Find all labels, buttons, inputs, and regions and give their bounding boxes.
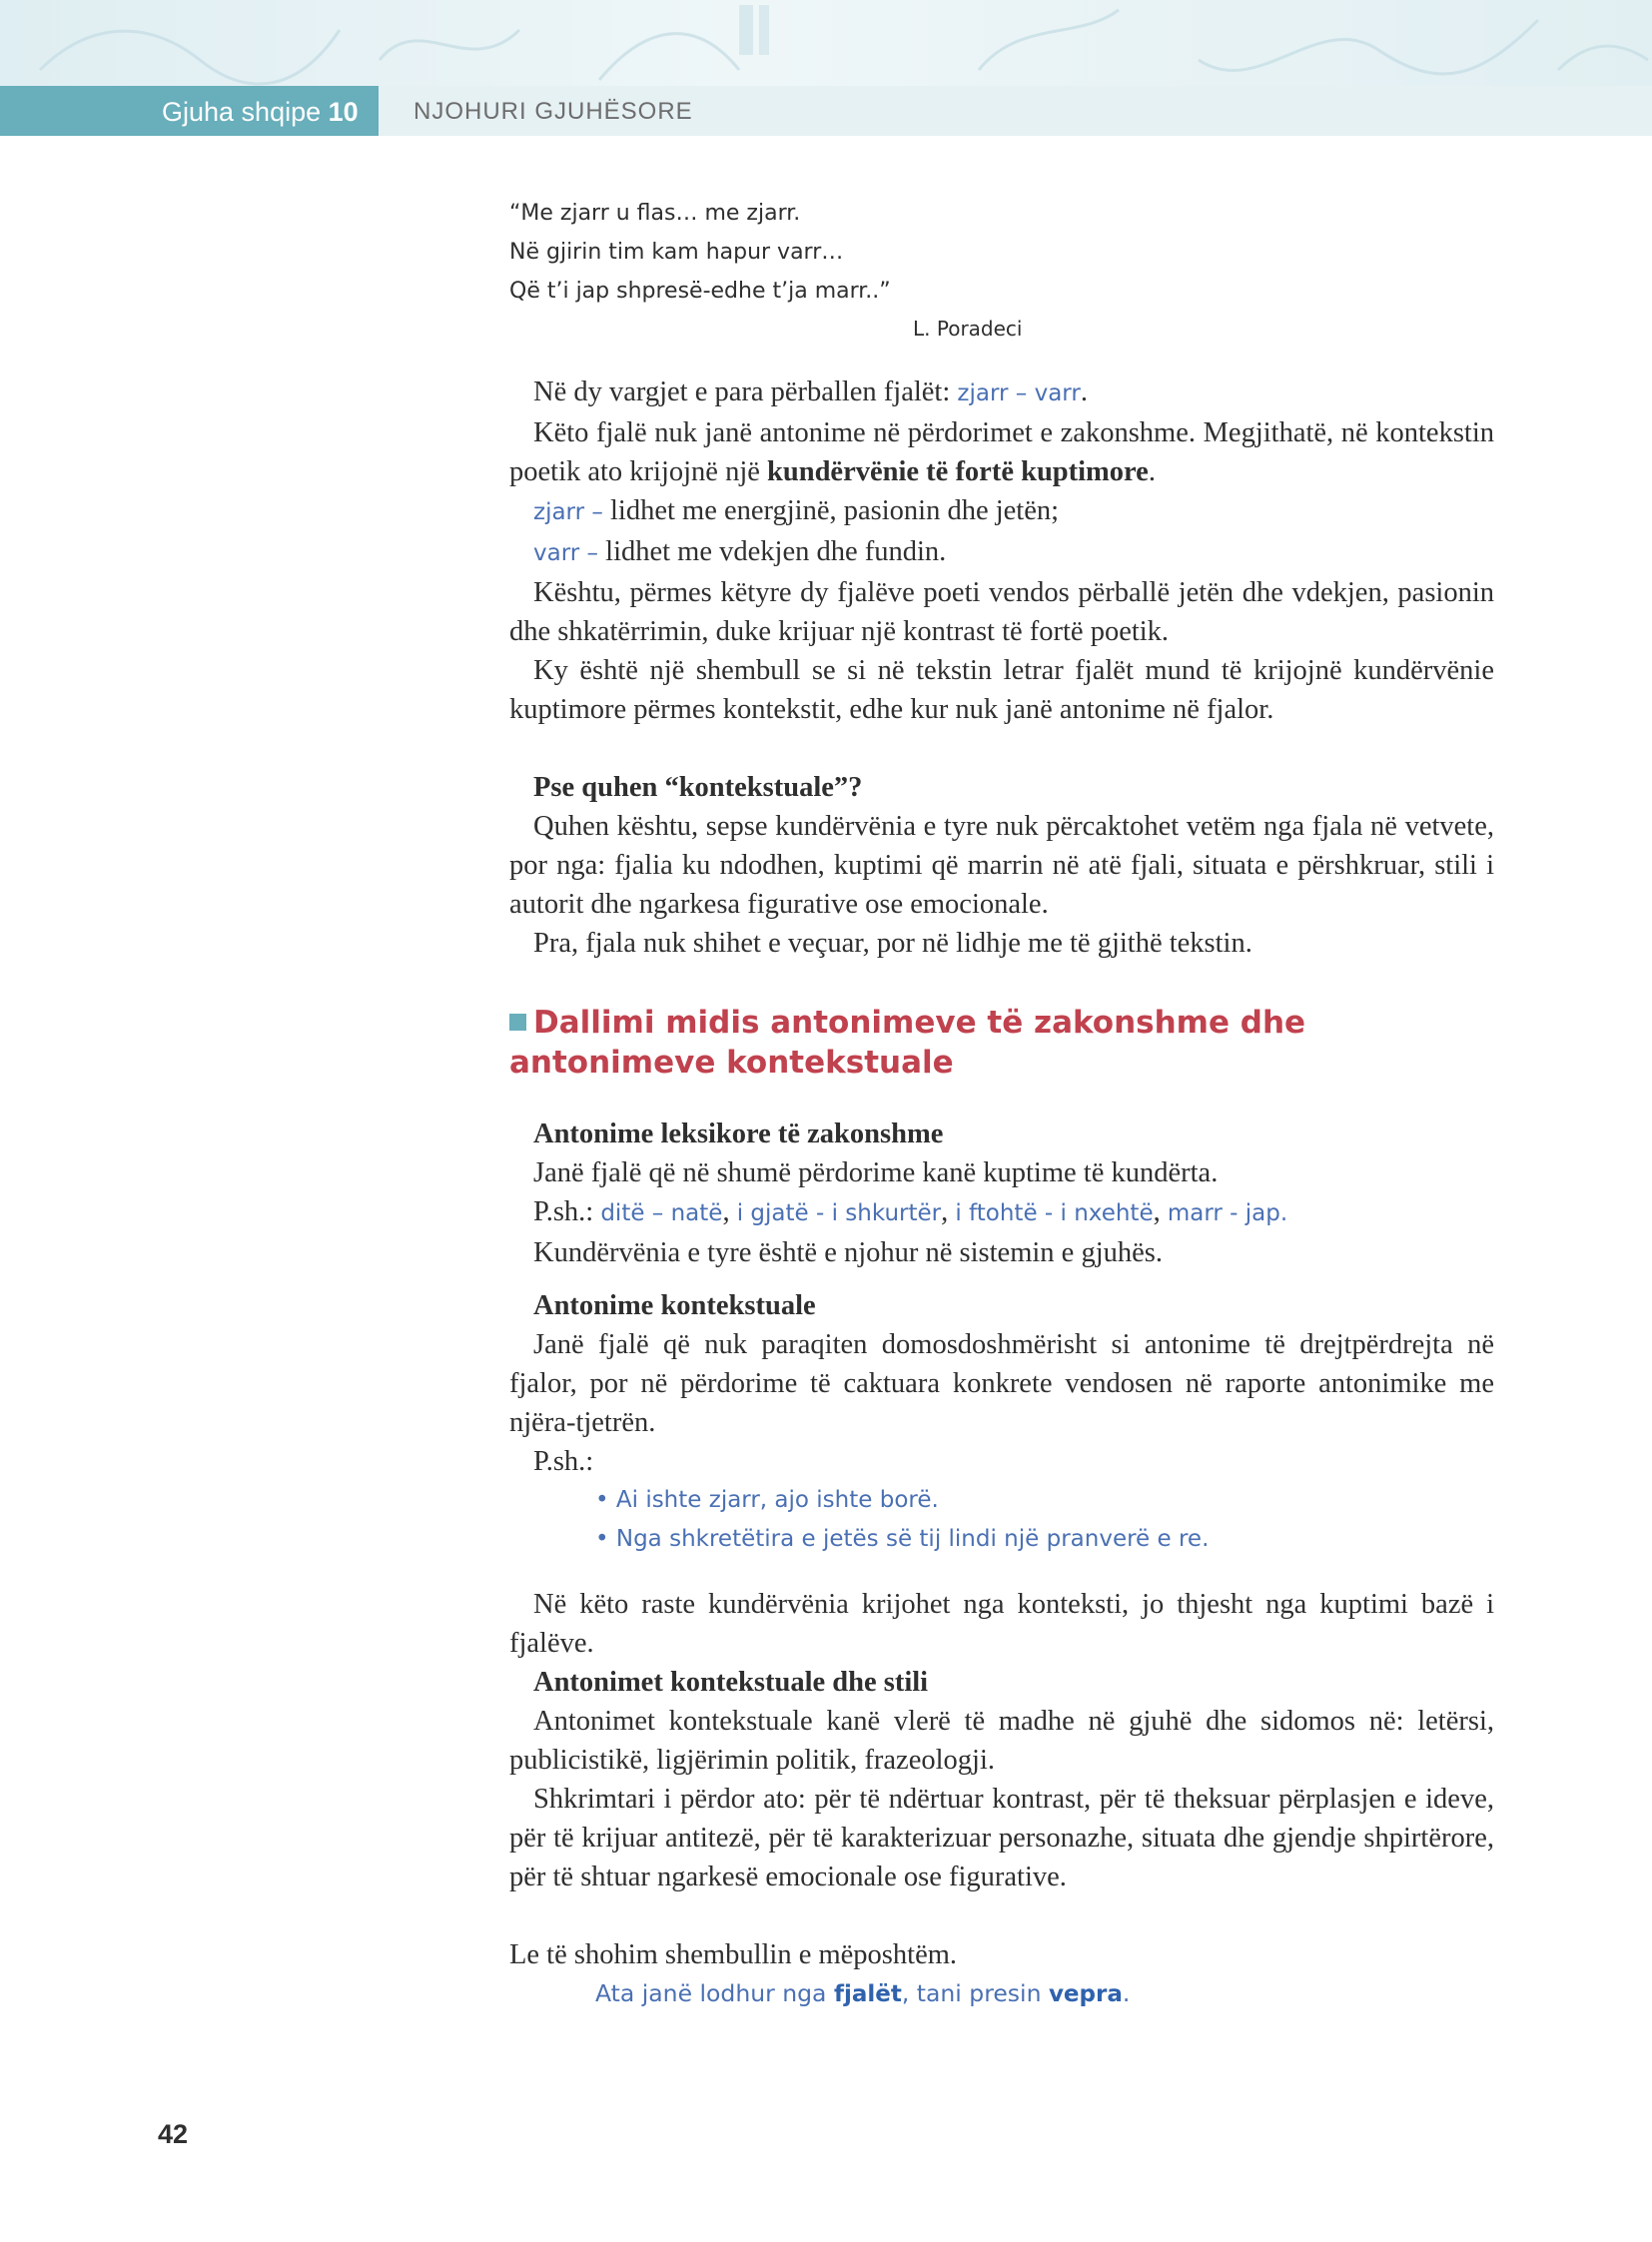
paragraph: Kundërvënia e tyre është e njohur në sistemin e gjuhës. [533,1237,1163,1268]
text: lidhet me vdekjen dhe fundin. [598,536,947,567]
paragraph [509,373,1494,413]
poem-line: Që t’i jap shpresë-edhe t’ja marr..” [509,279,891,304]
paragraph: Janë fjalë që nuk paraqiten domosdoshmërisht si antonime të drejtpërdrejta në fjalor, por në përdorime të caktuara konkrete vendosen në raporte antonimike me njëra-tjetrën. [509,1329,1494,1438]
paragraph: Ky është një shembull se si në tekstin letrar fjalët mund të krijojnë kundërvënie kuptimore përmes kontekstit, edhe kur nuk janë antonime në fjalor. [509,655,1494,725]
paragraph: Pra, fjala nuk shihet e veçuar, por në lidhje me të gjithë tekstin. [533,928,1252,959]
bold-term: kundërvënie të fortë kuptimore [767,456,1149,487]
text: . [1148,456,1156,487]
paragraph: Janë fjalë që në shumë përdorime kanë kuptime të kundërta. [533,1157,1219,1188]
text: Këto fjalë nuk janë antonime në përdorimet e zakonshme. Megjithatë, në kontekstin poetik ato krijojnë një [509,417,1494,487]
example-pair: i ftohtë - i nxehtë [955,1200,1154,1226]
example-bullet: • Nga shkretëtira e jetës së tij lindi një pranverë e re. [595,1526,1210,1552]
subheading-why: Pse quhen “kontekstuale”? [533,772,863,803]
text: . [1080,376,1088,407]
paragraph: Antonimet kontekstuale kanë vlerë të madhe në gjuhë dhe sidomos në: letërsi, publicistikë, ligjërimin politik, frazeologji. [509,1706,1494,1776]
example-bullet: • Ai ishte zjarr, ajo ishte borë. [595,1487,939,1513]
poem-line: “Me zjarr u flas… me zjarr. [509,201,801,226]
square-bullet-icon [509,1014,526,1031]
paragraph: Le të shohim shembullin e mëposhtëm. [509,1939,958,1970]
text: . [1122,1979,1131,2007]
book-number: 10 [328,97,359,127]
examples-line: P.sh.: ditë – natë, i gjatë - i shkurtër, i ftohtë - i nxehtë, marr - jap. [533,1196,1288,1227]
paragraph: Shkrimtari i përdor ato: për të ndërtuar kontrast, për të theksuar përplasjen e ideve, për të krijuar antitezë, për të karakterizuar personazhe, situata dhe gjendje shpirtërore, për të shtuar ngarkesë emocionale ose figurative. [509,1784,1494,1892]
example-pair: zjarr – varr [957,380,1081,406]
term: varr – [533,540,599,566]
page-number: 42 [158,2119,189,2149]
example-pair: i gjatë - i shkurtër [736,1200,942,1226]
section-label: NJOHURI GJUHËSORE [413,98,693,125]
poem-line: Në gjirin tim kam hapur varr… [509,240,844,265]
title-line: antonimeve kontekstuale [509,1045,954,1081]
subheading-lexical: Antonime leksikore të zakonshme [533,1119,944,1149]
title-line: Dallimi midis antonimeve të zakonshme dhe [533,1005,1306,1041]
poem-author: L. Poradeci [913,317,1023,341]
paragraph: Quhen kështu, sepse kundërvënia e tyre nuk përcaktohet vetëm nga fjala në vetvete, por nga: fjalia ku ndodhen, kuptimi që marrin në atë fjali, situata e përshkruar, stili i autorit dhe ngarkesa figurative ose emocionale. [509,811,1494,920]
subheading-style: Antonimet kontekstuale dhe stili [533,1667,929,1698]
text: lidhet me energjinë, pasionin dhe jetën; [602,495,1060,526]
term: zjarr – [533,499,603,525]
definition-varr [509,532,1494,573]
bold-word: fjalët [833,1981,902,2007]
example-pair: ditë – natë [600,1200,723,1226]
paragraph [509,413,1494,491]
book-title-label: Gjuha shqipe [162,97,322,127]
subheading-contextual: Antonime kontekstuale [533,1290,816,1321]
text: Në dy vargjet e para përballen fjalët: [533,376,958,407]
definition-zjarr [509,491,1494,532]
poem-quote [509,194,1494,347]
paragraph: Në këto raste kundërvënia krijohet nga konteksti, jo thjesht nga kuptimi bazë i fjalëve. [509,1589,1494,1659]
example-pair: marr - jap. [1167,1200,1288,1226]
section-title [509,1003,1494,1083]
bold-word: vepra [1048,1981,1123,2007]
psh-label: P.sh.: [533,1446,594,1477]
page-content [509,194,1494,2014]
text: , tani presin [901,1979,1049,2007]
paragraph: Kështu, përmes këtyre dy fjalëve poeti vendos përballë jetën dhe vdekjen, pasionin dhe shkatërrimin, duke krijuar një kontrast të fortë poetik. [509,577,1494,647]
psh-label: P.sh.: [533,1196,594,1227]
book-title [162,96,359,128]
text: Ata janë lodhur nga [595,1979,834,2007]
example-sentence [509,1974,1494,2014]
